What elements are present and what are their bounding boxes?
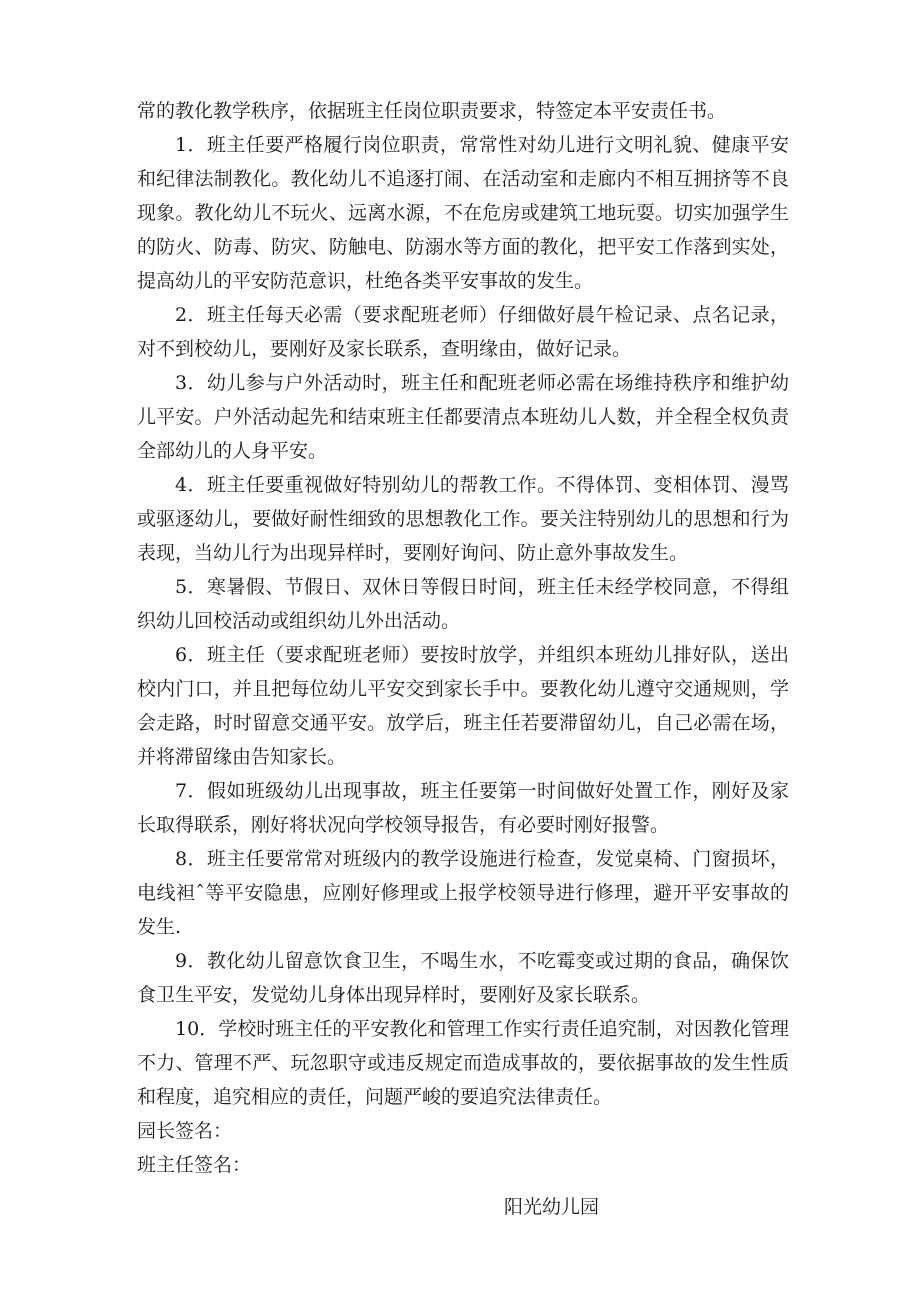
clause-3: 3．幼儿参与户外活动时，班主任和配班老师必需在场维持秩序和维护幼儿平安。户外活动起先和结束班主任都要清点本班幼儿人数，并全程全权负责全部幼儿的人身平安。 [137,372,789,462]
clause-8: 8．班主任要常常对班级内的教学设施进行检查，发觉桌椅、门窗损坏，电线袒ˆ等平安隐患，应刚好修理或上报学校领导进行修理，避开平安事故的发生. [137,848,789,938]
clause-10: 10．学校时班主任的平安教化和管理工作实行责任追究制，对因教化管理不力、管理不严、玩忽职守或违反规定而造成事故的，要依据事故的发生性质和程度，追究相应的责任，问题严峻的要追究法律责任。 [137,1018,789,1108]
clause-1: 1．班主任要严格履行岗位职责，常常性对幼儿进行文明礼貌、健康平安和纪律法制教化。教化幼儿不追逐打闹、在活动室和走廊内不相互拥挤等不良现象。教化幼儿不玩火、远离水源，不在危房或建筑工地玩耍。切实加强学生的防火、防毒、防灾、防触电、防溺水等方面的教化，把平安工作落到实处，提高幼儿的平安防范意识，杜绝各类平安事故的发生。 [137,134,789,292]
clause-5: 5．寒暑假、节假日、双休日等假日时间，班主任未经学校同意，不得组织幼儿回校活动或组织幼儿外出活动。 [137,576,789,632]
principal-signature-label: 园长签名： [137,1120,233,1142]
document-page [137,94,789,1224]
clause-7: 7．假如班级幼儿出现事故，班主任要第一时间做好处置工作，刚好及家长取得联系，刚好将状况向学校领导报告，有必要时刚好报警。 [137,780,789,836]
clause-2: 2．班主任每天必需（要求配班老师）仔细做好晨午检记录、点名记录，对不到校幼儿，要刚好及家长联系，查明缘由，做好记录。 [137,304,789,360]
organization-name: 阳光幼儿园 [504,1196,600,1218]
signature-spacer [137,1182,789,1190]
clause-9: 9．教化幼儿留意饮食卫生，不喝生水，不吃霉变或过期的食品，确保饮食卫生平安，发觉幼儿身体出现异样时，要刚好及家长联系。 [137,950,789,1006]
intro-paragraph: 常的教化教学秩序，依据班主任岗位职责要求，特签定本平安责任书。 [137,100,727,122]
clause-4: 4．班主任要重视做好特别幼儿的帮教工作。不得体罚、变相体罚、漫骂或驱逐幼儿，要做好耐性细致的思想教化工作。要关注特别幼儿的思想和行为表现，当幼儿行为出现异样时，要刚好询问、防止意外事故发生。 [137,474,789,564]
clause-6: 6．班主任（要求配班老师）要按时放学，并组织本班幼儿排好队，送出校内门口，并且把每位幼儿平安交到家长手中。要教化幼儿遵守交通规则，学会走路，时时留意交通平安。放学后，班主任若要滞留幼儿，自己必需在场，并将滞留缘由告知家长。 [137,644,789,768]
teacher-signature-label: 班主任签名： [137,1154,252,1176]
